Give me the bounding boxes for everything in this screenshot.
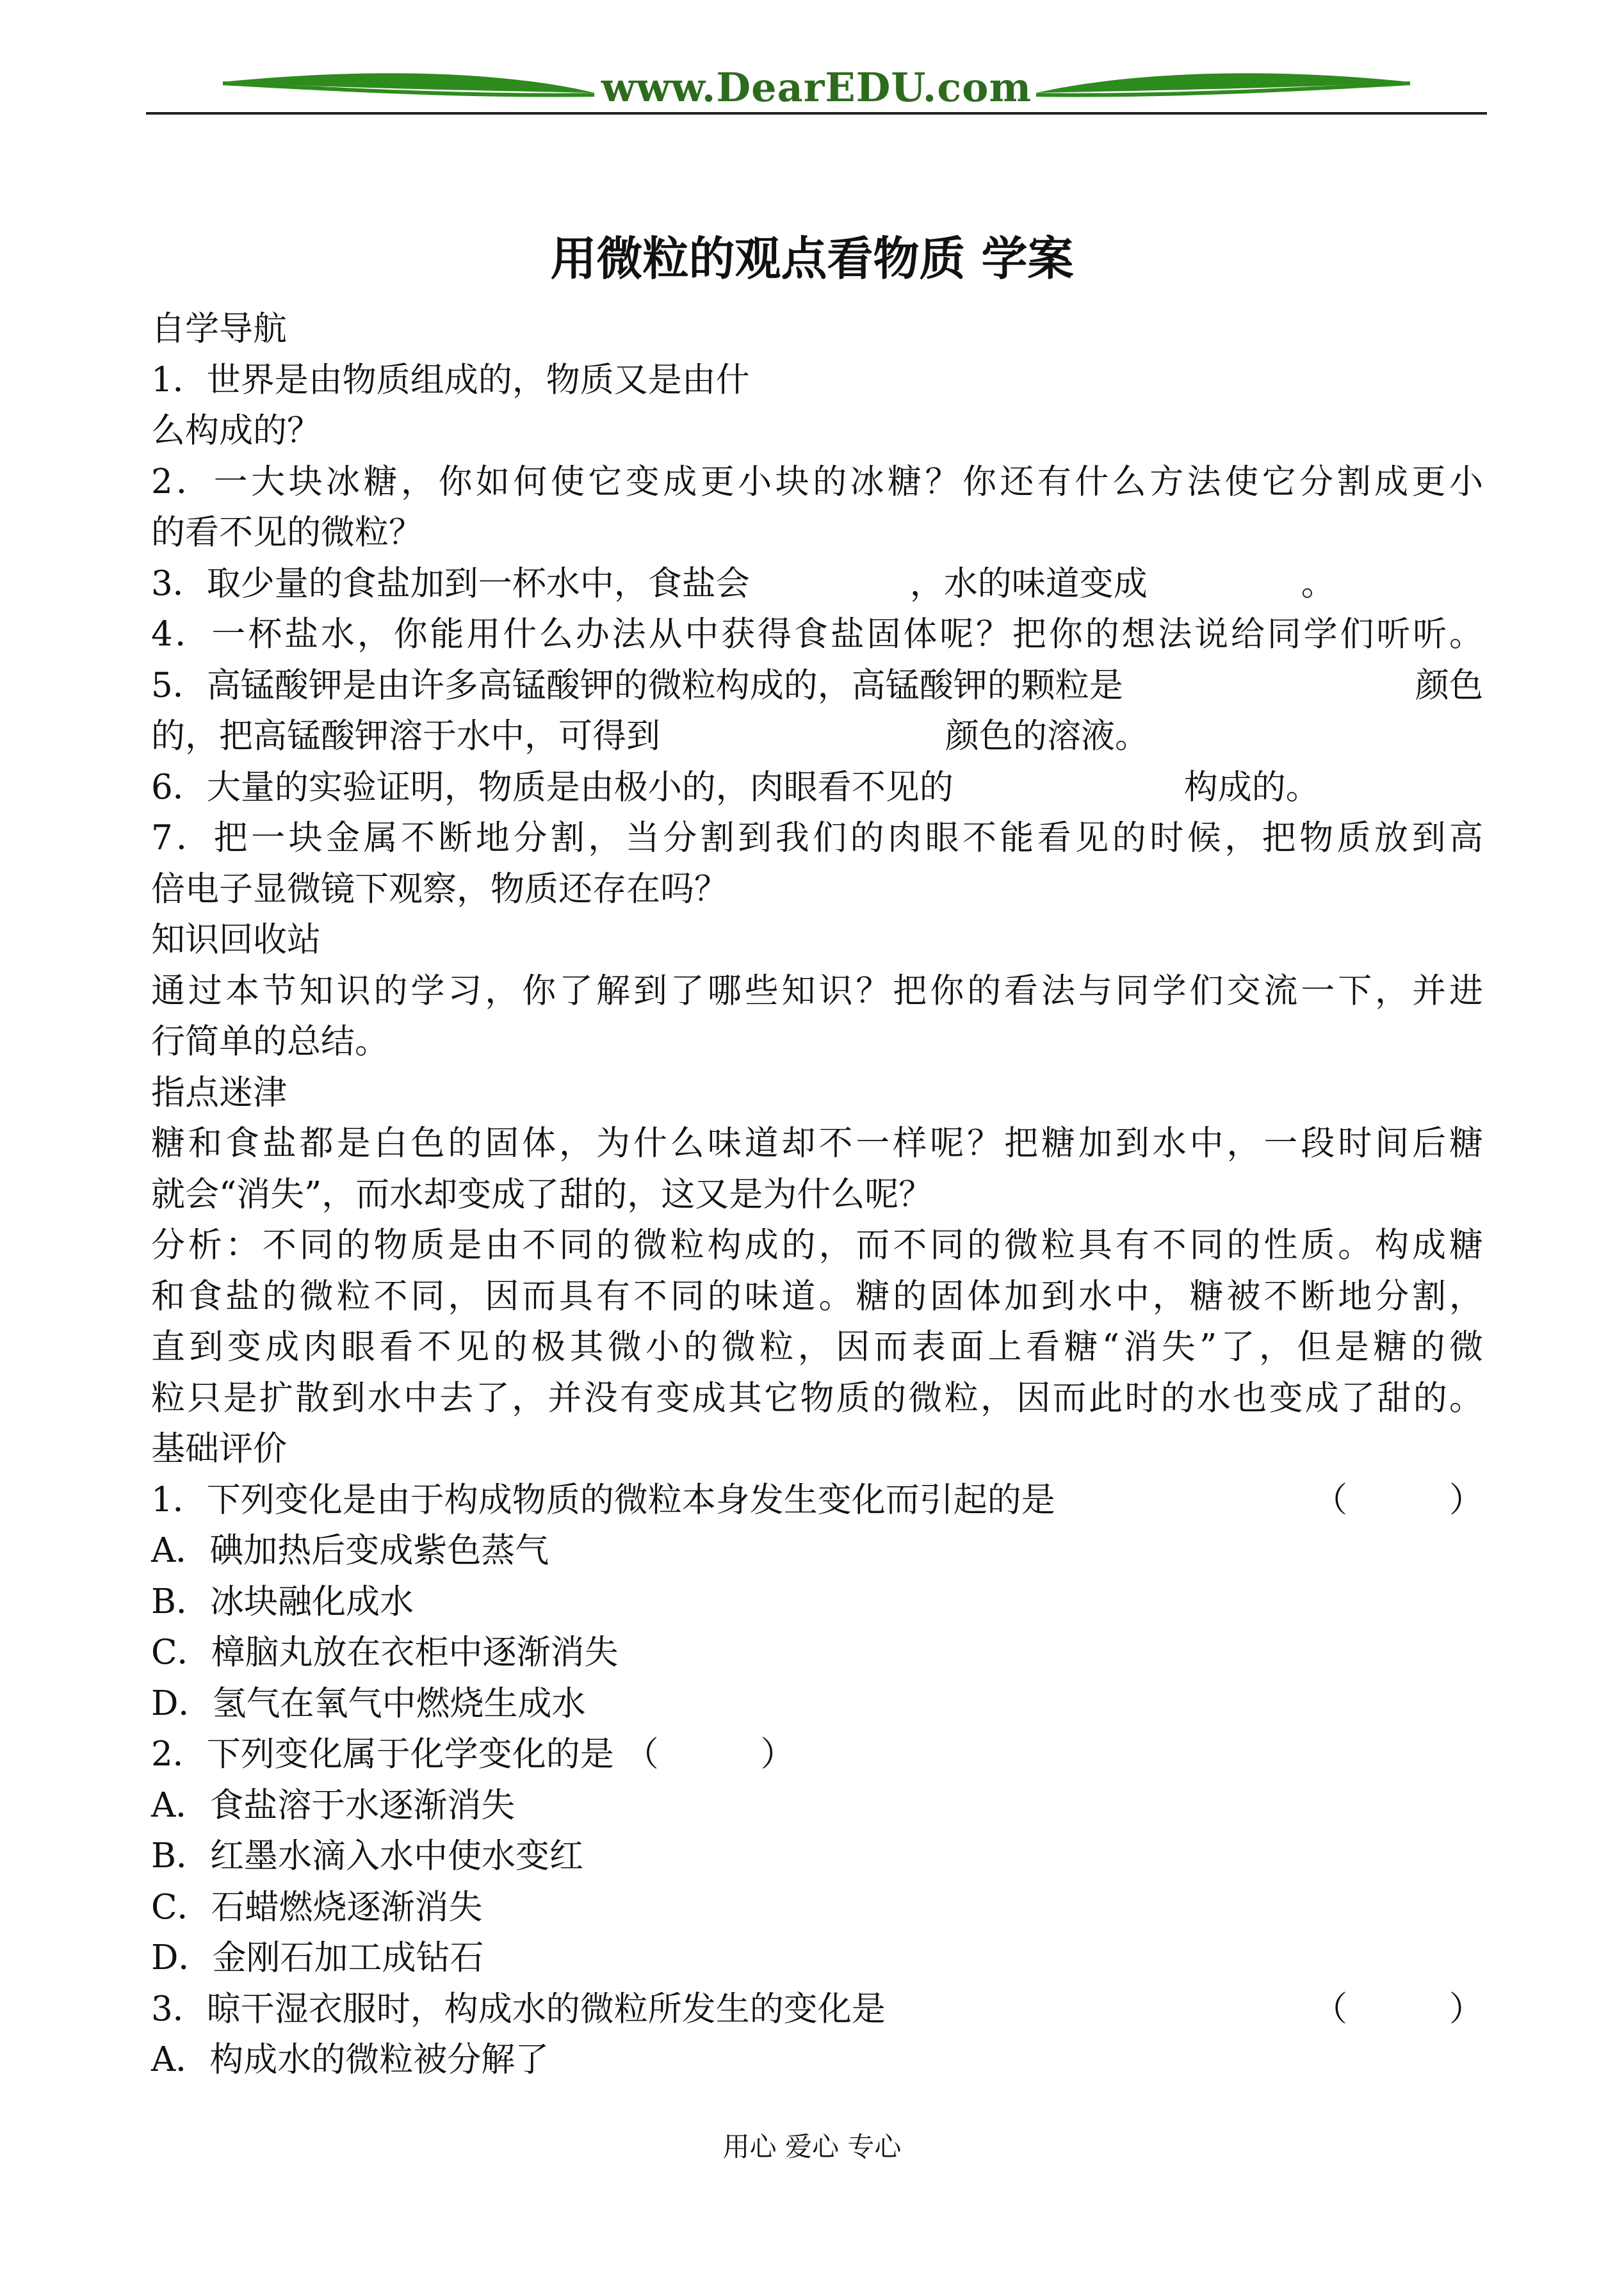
question-line: 么构成的？ — [151, 411, 321, 450]
paragraph-line: 直到变成肉眼看不见的极其微小的微粒，因而表面上看糖“消失”了，但是糖的微 — [151, 1327, 1483, 1366]
question-line — [151, 660, 1483, 711]
question-text: 3．晾干湿衣服时，构成水的微粒所发生的变化是 — [151, 1989, 886, 2029]
document-body — [151, 304, 1483, 2086]
site-url-logo: www.DearEDU.com — [601, 64, 1032, 111]
section-heading: 指点迷津 — [151, 1073, 287, 1112]
page-title: 用微粒的观点看物质 学案 — [550, 232, 1074, 286]
paragraph-line: 就会“消失”，而水却变成了甜的，这又是为什么呢？ — [151, 1174, 933, 1214]
question-line: 7．把一块金属不断地分割，当分割到我们的肉眼不能看见的时候，把物质放到高 — [151, 818, 1483, 857]
paragraph-line: 糖和食盐都是白色的固体，为什么味道却不一样呢？把糖加到水中，一段时间后糖 — [151, 1124, 1483, 1163]
question-text: 。 — [1301, 564, 1335, 603]
paragraph-line: 分析：不同的物质是由不同的微粒构成的，而不同的微粒具有不同的性质。构成糖 — [151, 1226, 1483, 1265]
paragraph-line: 通过本节知识的学习，你了解到了哪些知识？把你的看法与同学们交流一下，并进 — [151, 971, 1483, 1010]
question-text: 颜色 — [1415, 665, 1483, 705]
question-text: 颜色的溶液。 — [945, 717, 1149, 756]
option-line: D．氢气在氧气中燃烧生成水 — [151, 1683, 586, 1723]
site-header — [146, 58, 1487, 119]
question-text: 1．下列变化是由于构成物质的微粒本身发生变化而引起的是 — [151, 1480, 1055, 1520]
question-text: 3．取少量的食盐加到一杯水中，食盐会 — [151, 564, 750, 603]
option-line: B．红墨水滴入水中使水变红 — [151, 1837, 583, 1876]
answer-parentheses: （ ） — [1313, 1989, 1483, 2029]
option-line: A．碘加热后变成紫色蒸气 — [151, 1531, 549, 1570]
option-line: A．构成水的微粒被分解了 — [151, 2040, 549, 2079]
option-line: B．冰块融化成水 — [151, 1582, 414, 1621]
paragraph-line: 粒只是扩散到水中去了，并没有变成其它物质的微粒，因而此时的水也变成了甜的。 — [151, 1378, 1483, 1418]
option-line: A．食盐溶于水逐渐消失 — [151, 1785, 516, 1825]
question-line: 2．一大块冰糖，你如何使它变成更小块的冰糖？你还有什么方法使它分割成更小 — [151, 462, 1483, 501]
question-line — [151, 558, 1483, 610]
paragraph-line: 和食盐的微粒不同，因而具有不同的味道。糖的固体加到水中，糖被不断地分割， — [151, 1276, 1483, 1316]
question-line: 的看不见的微粒？ — [151, 513, 423, 552]
question-line — [151, 711, 1483, 762]
section-heading: 基础评价 — [151, 1429, 287, 1468]
question-line: 4．一杯盐水，你能用什么办法从中获得食盐固体呢？把你的想法说给同学们听听。 — [151, 615, 1483, 654]
question-text: 的，把高锰酸钾溶于水中，可得到 — [151, 717, 660, 756]
paragraph-line: 行简单的总结。 — [151, 1022, 389, 1061]
header-rule — [146, 112, 1487, 115]
question-text: ，水的味道变成 — [909, 564, 1148, 603]
question-line — [151, 1475, 1483, 1526]
option-line: C．樟脑丸放在衣柜中逐渐消失 — [151, 1633, 619, 1672]
question-text: 5．高锰酸钾是由许多高锰酸钾的微粒构成的，高锰酸钾的颗粒是 — [151, 665, 1123, 705]
question-text: 构成的。 — [1183, 767, 1320, 807]
question-line — [151, 762, 1483, 813]
option-line: D．金刚石加工成钻石 — [151, 1938, 484, 1977]
question-line: 倍电子显微镜下观察，物质还存在吗？ — [151, 869, 728, 909]
answer-parentheses: （ ） — [1313, 1480, 1483, 1520]
section-heading: 自学导航 — [151, 309, 287, 348]
question-line: 1．世界是由物质组成的，物质又是由什 — [151, 360, 750, 400]
question-text: 6．大量的实验证明，物质是由极小的，肉眼看不见的 — [151, 767, 954, 807]
page-footer: 用心 爱心 专心 — [722, 2131, 902, 2162]
option-line: C．石蜡燃烧逐渐消失 — [151, 1887, 483, 1927]
section-heading: 知识回收站 — [151, 920, 321, 959]
question-line — [151, 1984, 1483, 2035]
question-line: 2．下列变化属于化学变化的是 （ ） — [151, 1735, 795, 1774]
